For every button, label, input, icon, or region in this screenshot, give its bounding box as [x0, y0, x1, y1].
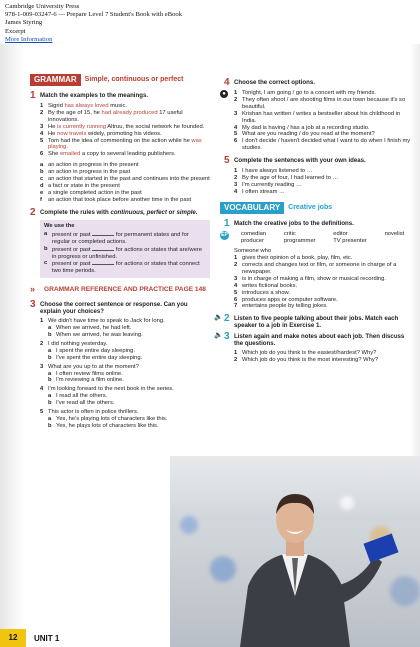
item-number: 2 [234, 175, 238, 182]
exercise-title: Complete the sentences with your own ideas. [234, 157, 366, 165]
text-part: a copy to several leading publishers. [80, 151, 176, 158]
list-item [40, 409, 210, 416]
rule-item [44, 231, 206, 246]
list-item [40, 341, 210, 348]
rule-item [44, 260, 206, 275]
isbn-line: 978-1-009-03247-6 — Prepare Level 7 Student's Book with eBook [5, 11, 182, 19]
option-text: When we arrived, he had left. [56, 325, 132, 332]
option-text: I'm reviewing a film online. [56, 377, 124, 384]
item-number: 6 [234, 138, 238, 145]
option-b[interactable]: b Yes, he plays lots of characters like this. [48, 422, 159, 429]
option-b[interactable]: b I'm reviewing a film online. [48, 377, 124, 384]
item-number: 1 [40, 103, 44, 109]
text-part: . [66, 144, 68, 151]
item-text: introduces a show. [242, 289, 291, 296]
item-letter: b [44, 245, 48, 252]
item-number: 5 [40, 137, 44, 144]
grammar-exercise-5 [224, 156, 414, 165]
list-item[interactable] [234, 125, 414, 132]
sentence-list [224, 168, 414, 196]
item-letter: f [40, 196, 42, 203]
ep-badge: EP [221, 231, 228, 238]
list-item [40, 151, 210, 158]
grammar-tag: GRAMMAR [30, 74, 81, 86]
item-number: 4 [234, 282, 238, 289]
exercise-number: 2 [30, 206, 36, 218]
item-text: an action that started in the past and continues into the present [48, 176, 210, 183]
vocabulary-words [224, 231, 414, 245]
highlighted-verb: had already produced [101, 109, 158, 116]
discussion-questions [224, 350, 414, 364]
text-part: widely, promoting his videos. [86, 130, 162, 137]
item-number: 5 [234, 131, 238, 138]
rules-heading: We use the [44, 222, 75, 229]
item-text: What are you reading / do you read at the moment? [242, 131, 375, 138]
vocabulary-banner [220, 202, 414, 214]
exercise-title: Listen again and make notes about each job. Then discuss the questions. [234, 333, 405, 348]
exercise-number: 5 [224, 155, 230, 167]
highlighted-verb: is currently running [57, 123, 107, 130]
item-text: Krishan has written / writes a bestseller about his childhood in India. [242, 110, 401, 124]
exercise-title: Choose the correct options. [234, 79, 315, 86]
item-number: 1 [234, 90, 238, 96]
text-part: . [195, 208, 198, 216]
list-item [234, 357, 414, 364]
option-b[interactable]: b I've spent the entire day sleeping. [48, 354, 143, 361]
audio-speaker-icon[interactable]: 🔈 [214, 332, 223, 340]
cue-card [363, 533, 398, 562]
list-item [40, 364, 210, 371]
text-part: 17 useful innovations. [48, 109, 183, 123]
text-part: He [48, 130, 58, 137]
text-part: By the age of 15, he [48, 109, 102, 116]
left-column [30, 74, 210, 430]
unit-label: UNIT 1 [34, 633, 60, 643]
item-text: entertains people by telling jokes. [242, 303, 328, 310]
text-part: for actions or states that are/were in progress or unfinished. [52, 246, 202, 260]
item-text: I'm looking forward to the next book in the series. [48, 386, 174, 393]
item-number: 3 [234, 181, 238, 188]
item-letter: c [40, 176, 44, 183]
exercise-number: 3 [30, 299, 36, 311]
list-item [40, 124, 210, 131]
option-text: I often review films online. [56, 370, 123, 377]
rules-box [40, 220, 210, 279]
item-text [48, 131, 162, 138]
grammar-reference-text: GRAMMAR REFERENCE AND PRACTICE PAGE 148 [44, 285, 206, 293]
item-number: 5 [40, 409, 44, 416]
item-text: produces apps or computer software. [242, 296, 338, 303]
textbook-page [0, 44, 420, 647]
item-number: 4 [40, 386, 44, 393]
options-list [224, 90, 414, 152]
publisher: Cambridge University Press [5, 3, 80, 10]
document-metadata [5, 3, 182, 44]
item-text: an action in progress in the past [48, 169, 131, 176]
item-text: I don't decide / haven't decided what I want to do when I finish my studies. [242, 138, 411, 152]
list-item [234, 350, 414, 357]
item-text [48, 138, 210, 152]
vocabulary-exercise-1 [224, 219, 414, 228]
item-number: 3 [40, 123, 44, 130]
author: James Styring [5, 19, 43, 27]
list-item [234, 303, 414, 310]
item-number: 1 [234, 168, 238, 175]
option-text: When we arrived, he was leaving. [56, 332, 143, 339]
text-part: or [166, 208, 177, 216]
answer-blank[interactable] [92, 231, 114, 236]
vocabulary-tag: VOCABULARY [220, 202, 284, 214]
item-number: 6 [234, 296, 238, 303]
grammar-exercise-2 [30, 208, 210, 217]
option-a[interactable]: a I read all the others. [48, 393, 108, 400]
item-text [48, 151, 176, 158]
list-item [40, 103, 210, 110]
list-item [234, 290, 414, 297]
item-number: 7 [234, 303, 238, 310]
page-footer [0, 629, 59, 647]
eye-icon: ● [220, 90, 228, 98]
vocab-word: critic [283, 230, 296, 237]
page-spine-shadow [0, 44, 24, 647]
exercise-number: 3 [224, 331, 230, 343]
text-part: for permanent states and for regular or completed actions. [52, 231, 189, 245]
text-part: for actions or states that connect two time periods. [52, 261, 200, 275]
grammar-exercise-1 [30, 91, 210, 100]
item-text [52, 231, 206, 246]
item-text: This actor is often in police thrillers. [48, 409, 139, 416]
grammar-banner [30, 74, 210, 86]
item-number: 2 [234, 96, 238, 103]
list-item [40, 131, 210, 138]
list-item [40, 183, 210, 190]
list-item [234, 175, 414, 182]
vocab-word: editor [333, 230, 348, 237]
list-item [40, 318, 210, 325]
text-part: Tom had the idea of commenting on the action while he [48, 137, 192, 144]
item-number: 1 [234, 255, 238, 262]
item-letter: a [40, 162, 44, 169]
vocabulary-subtitle: Creative jobs [288, 204, 333, 212]
list-item [234, 182, 414, 189]
definition-list [224, 248, 414, 310]
text-part: Sigrid [48, 103, 65, 109]
list-item [234, 168, 414, 175]
vocabulary-exercise-2 [214, 313, 414, 330]
item-text: a fact or state in the present [48, 182, 120, 189]
item-text: Which job do you think is the most interesting? Why? [242, 357, 378, 364]
item-letter: d [40, 182, 44, 189]
list-item [40, 197, 210, 204]
exercise-title [40, 208, 197, 216]
text-part: He [48, 123, 58, 130]
item-text [48, 110, 210, 124]
item-text: What are you up to at the moment? [48, 363, 139, 370]
item-number: 2 [40, 340, 44, 347]
item-number: 4 [234, 188, 238, 195]
item-text [48, 103, 127, 110]
list-item [234, 283, 414, 290]
item-number: 3 [234, 275, 238, 282]
exercise-number: 2 [224, 313, 230, 325]
option-b[interactable]: b I've read all the others. [48, 400, 115, 407]
sentence-choice-list [30, 318, 210, 430]
exercise-title: Choose the correct sentence or response. Can you explain your choices? [40, 301, 188, 316]
item-text: gives their opinion of a book, play, film, etc. [242, 255, 353, 262]
vocab-word: novelist [384, 230, 405, 237]
answer-blank[interactable] [92, 246, 114, 251]
right-column [214, 77, 414, 364]
item-text: I'm currently reading … [242, 181, 302, 188]
highlighted-verb: now travels [57, 130, 87, 137]
text-part: Complete the rules with [40, 208, 111, 216]
item-text: By the age of four, I had learned to … [242, 175, 339, 182]
grammar-exercise-3 [30, 300, 210, 315]
page-number: 12 [0, 629, 26, 647]
option-text: I've spent the entire day sleeping. [56, 354, 143, 361]
item-text: I often stream … [242, 188, 285, 195]
vocab-word: comedian [241, 230, 267, 237]
vocab-word: producer [241, 237, 264, 244]
list-item [40, 138, 210, 152]
list-item [234, 276, 414, 283]
list-item[interactable] [234, 131, 414, 138]
list-item [234, 255, 414, 262]
list-item [40, 176, 210, 183]
item-text: an action that took place before another time in the past [48, 196, 192, 203]
item-letter: b [40, 169, 44, 176]
list-item[interactable] [234, 97, 414, 111]
text-part: She [48, 151, 60, 158]
example-list [30, 103, 210, 204]
list-item [40, 386, 210, 393]
item-text: corrects and changes text or film, or someone in charge of a newspaper. [242, 261, 397, 275]
text-part: music. [108, 103, 127, 109]
option-text: I read all the others. [56, 393, 108, 400]
item-text: I did nothing yesterday. [48, 340, 108, 347]
excerpt-label: Excerpt [5, 27, 26, 35]
word-box [221, 230, 414, 245]
item-text: writes fictional books. [242, 282, 298, 289]
item-text: I have always listened to … [242, 168, 313, 175]
audio-speaker-icon[interactable]: 🔈 [214, 314, 223, 322]
item-number: 1 [40, 318, 44, 325]
option-text: Yes, he's playing lots of characters like this. [56, 416, 168, 422]
item-letter: e [40, 189, 44, 196]
highlighted-verb: was playing [48, 137, 202, 151]
item-text [52, 260, 206, 275]
option-a[interactable]: a I often review films online. [48, 370, 123, 377]
answer-blank[interactable] [92, 260, 114, 265]
list-item[interactable] [234, 90, 414, 97]
item-number: 2 [40, 109, 44, 116]
double-chevron-icon: » [30, 283, 36, 294]
grammar-subtitle: Simple, continuous or perfect [84, 76, 184, 84]
list-item [234, 189, 414, 196]
text-part: present or past [52, 246, 91, 253]
vocab-word: programmer [283, 237, 316, 244]
item-number: 5 [234, 289, 238, 296]
grammar-reference-link[interactable] [30, 284, 210, 294]
item-number: 6 [40, 151, 44, 158]
text-part: Altruu, the social network he founded. [106, 123, 205, 130]
item-text: They often shoot / are shooting films in our town because it's so beautiful. [242, 96, 406, 110]
arm-shape [335, 556, 382, 604]
vocab-word: TV presenter [333, 237, 367, 244]
item-number: 2 [234, 261, 238, 268]
highlighted-verb: has always loved [64, 103, 109, 109]
item-letter: a [44, 230, 48, 237]
highlighted-verb: emailed [59, 151, 81, 158]
item-text: a single completed action in the past [48, 189, 142, 196]
list-item [40, 162, 210, 169]
item-text: We didn't have time to speak to Jack for long. [48, 318, 165, 325]
option-b[interactable]: b When we arrived, he was leaving. [48, 332, 143, 339]
item-text: My dad is having / has a job at a recording studio. [242, 124, 370, 131]
item-number: 3 [40, 363, 44, 370]
option-text: I've read all the others. [56, 400, 115, 407]
option-a[interactable]: a Yes, he's playing lots of characters like this. [48, 416, 168, 422]
text-part: simple [176, 208, 196, 216]
exercise-title: Match the examples to the meanings. [40, 92, 149, 99]
rule-item [44, 246, 206, 261]
list-item [40, 190, 210, 197]
option-a[interactable]: a When we arrived, he had left. [48, 325, 132, 332]
exercise-number: 1 [30, 90, 36, 101]
item-number: 3 [234, 110, 238, 117]
text-part: present or past [52, 261, 91, 268]
item-text: an action in progress in the present [48, 162, 139, 169]
exercise-number: 4 [224, 77, 230, 88]
exercise-number: 1 [224, 217, 230, 229]
option-a[interactable]: a I spent the entire day sleeping. [48, 347, 135, 354]
item-text: is in charge of making a film, show or musical recording. [242, 275, 387, 282]
option-text: Yes, he plays lots of characters like this. [56, 422, 159, 429]
option-text: I spent the entire day sleeping. [56, 347, 135, 354]
presenter-photo [170, 456, 420, 647]
item-number: 2 [234, 357, 238, 364]
exercise-title: Match the creative jobs to the definitions. [234, 219, 354, 227]
list-item [234, 262, 414, 276]
item-number: 4 [40, 130, 44, 137]
item-text [52, 246, 206, 261]
more-information-link[interactable]: More Information [5, 35, 53, 43]
item-text: Which job do you think is the easiest/hardest? Why? [242, 350, 377, 357]
item-number: 1 [234, 350, 238, 357]
grammar-exercise-4 [224, 78, 414, 87]
item-number: 4 [234, 124, 238, 131]
exercise-title: Listen to five people talking about their jobs. Match each speaker to a job in Exercise 1. [234, 315, 399, 330]
text-part: present or past [52, 231, 91, 238]
vocabulary-exercise-3 [214, 331, 414, 348]
text-part: continuous, perfect [110, 208, 167, 216]
list-item [40, 169, 210, 176]
item-text: Tonight, I am going / go to a concert with my friends. [242, 90, 377, 96]
list-item [40, 110, 210, 124]
item-text [48, 124, 204, 131]
list-item [234, 297, 414, 304]
list-item[interactable] [234, 138, 414, 152]
list-item[interactable] [234, 111, 414, 125]
definition-heading: Someone who [234, 247, 272, 254]
presenter-figure [170, 456, 420, 647]
item-letter: c [44, 260, 48, 267]
